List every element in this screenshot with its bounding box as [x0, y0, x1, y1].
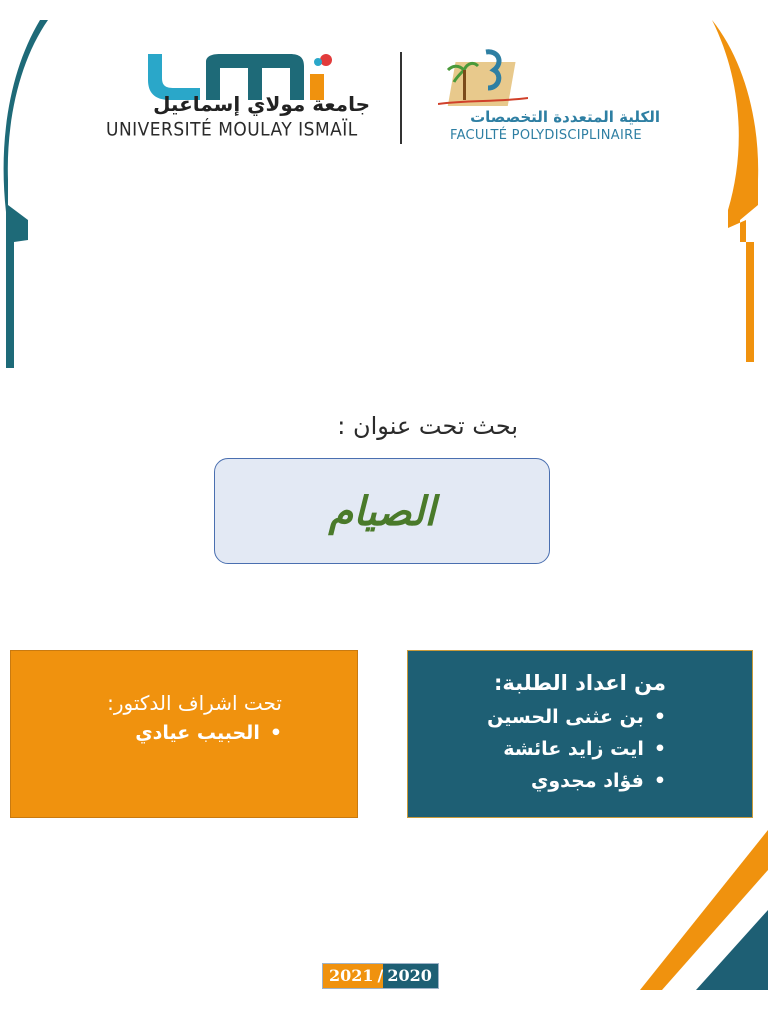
- year-separator: /: [378, 964, 384, 988]
- university-name-arabic: جامعة مولاي إسماعيل: [153, 92, 370, 116]
- supervisor-heading: تحت اشراف الدكتور:: [107, 691, 282, 715]
- supervisor-list: [107, 717, 282, 749]
- student-name: • بن عثنى الحسين: [487, 701, 666, 733]
- faculty-logo-icon: [438, 48, 528, 112]
- title-box: [214, 458, 550, 564]
- students-heading: من اعداد الطلبة:: [494, 671, 666, 695]
- student-name: • فؤاد مجدوي: [487, 765, 666, 797]
- students-list: [487, 701, 666, 797]
- corner-stripes-decoration: [640, 830, 768, 1024]
- year-end: 2020: [383, 964, 438, 988]
- university-name-french: UNIVERSITÉ MOULAY ISMAÏL: [106, 119, 358, 141]
- supervisor-name: • الحبيب عيادي: [107, 717, 282, 749]
- supervisor-box: [10, 650, 358, 818]
- students-box: [407, 650, 753, 818]
- faculty-name-french: FACULTÉ POLYDISCIPLINAIRE: [450, 128, 642, 143]
- student-name: • ايت زايد عائشة: [487, 733, 666, 765]
- students-content: [487, 671, 666, 797]
- logo-divider: [400, 52, 402, 144]
- subject-intro: بحث تحت عنوان :: [337, 412, 518, 440]
- academic-year-badge: [322, 963, 439, 989]
- right-arch-decoration: [700, 20, 768, 370]
- year-start: 2021: [323, 964, 378, 988]
- left-arch-decoration: [0, 20, 60, 370]
- supervisor-content: [107, 691, 282, 749]
- research-title: الصيام: [328, 487, 436, 535]
- faculty-name-arabic: الكلية المتعددة التخصصات: [470, 108, 660, 126]
